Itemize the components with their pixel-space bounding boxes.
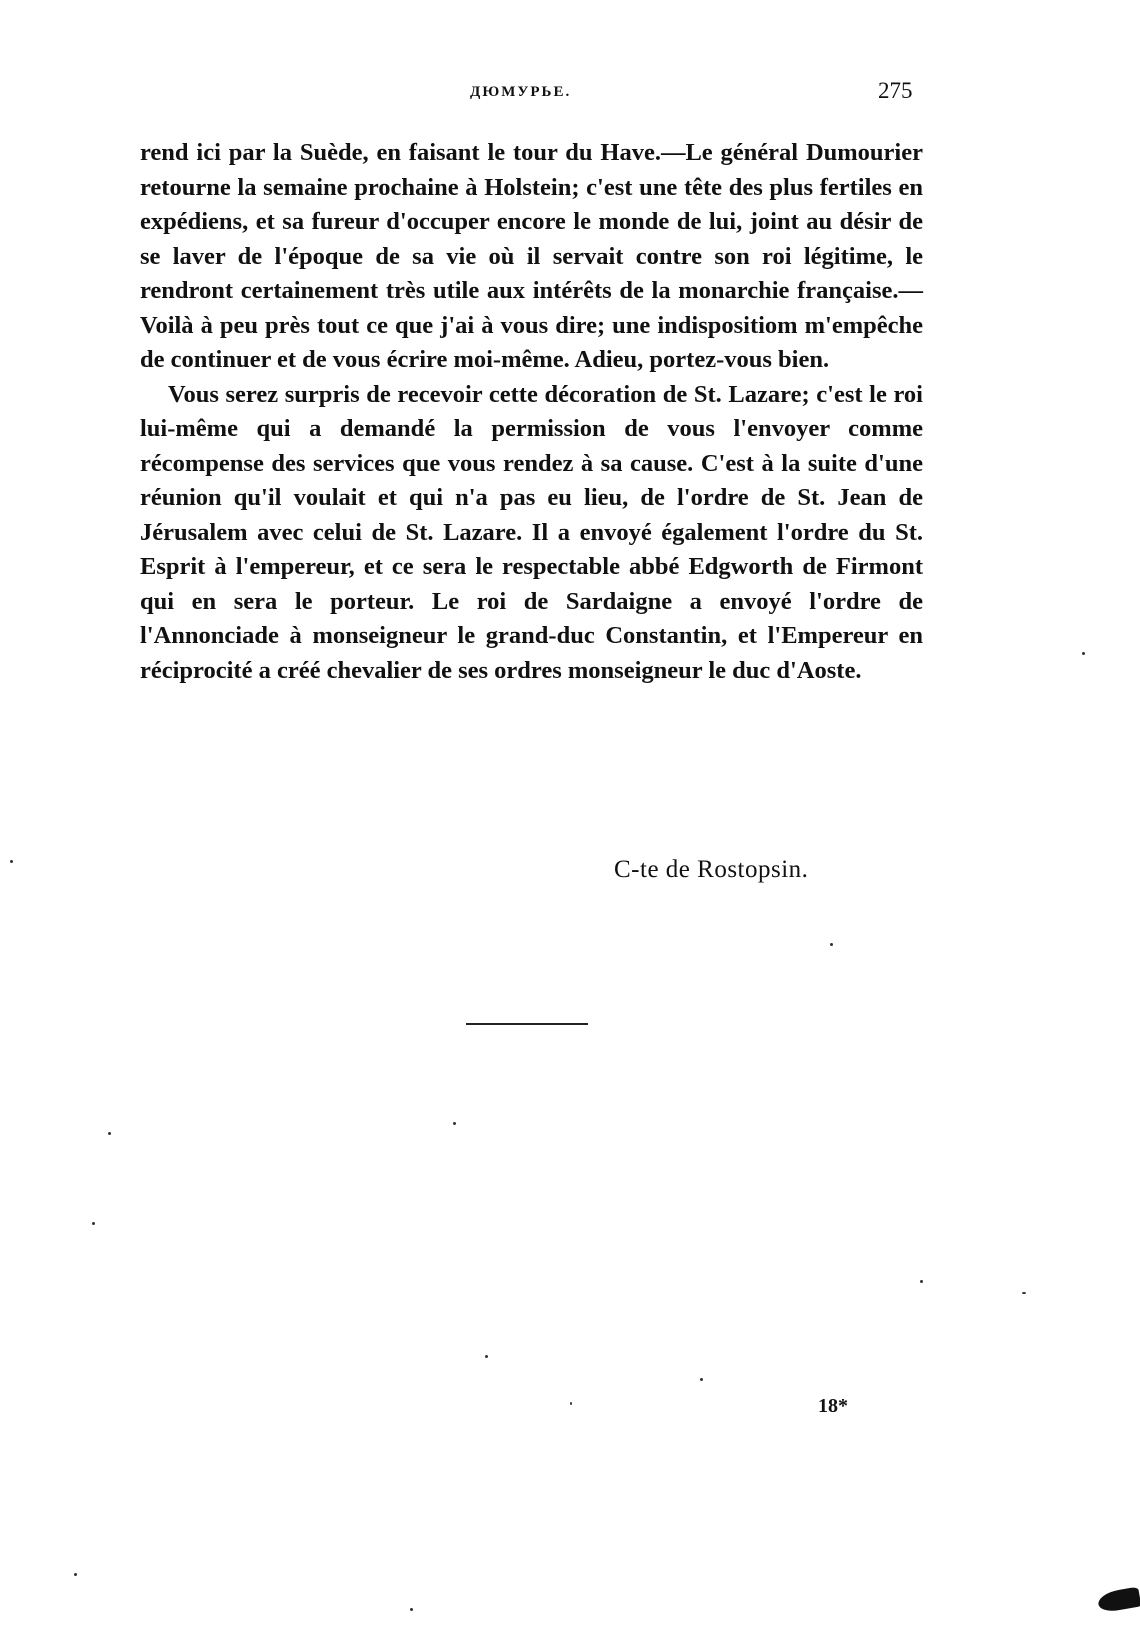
scan-speck <box>920 1280 923 1283</box>
scan-speck <box>1082 652 1085 655</box>
scan-ink-blot <box>1097 1587 1140 1614</box>
scan-speck <box>700 1378 703 1381</box>
scan-speck <box>830 943 833 946</box>
page-number: 275 <box>878 78 913 103</box>
running-header <box>0 78 1140 108</box>
scan-speck <box>10 860 13 863</box>
scan-speck <box>453 1122 456 1125</box>
scan-speck <box>485 1355 488 1358</box>
scan-speck <box>74 1573 77 1576</box>
scan-speck <box>92 1222 95 1225</box>
signature: C-te de Rostopsin. <box>614 856 809 883</box>
scan-speck <box>1022 1292 1026 1294</box>
paragraph-2: Vous serez surpris de recevoir cette décoration de St. Lazare; c'est le roi lui-même qui a demandé la permission de vous l'envoyer comme récompense des services que vous rendez à sa cause. C'est à la suite d'une réunion qu'il voulait et qui n'a pas eu lieu, de l'ordre de St. Jean de Jérusalem avec celui de St. Lazare. Il a envoyé également l'ordre du St. Esprit à l'empereur, et ce sera le respectable abbé Edgworth de Firmont qui en sera le porteur. Le roi de Sardaigne a envoyé l'ordre de l'Annonciade à monseigneur le grand-duc Constantin, et l'Empereur en réciprocité a créé chevalier de ses ordres monseigneur le duc d'Aoste. <box>140 380 923 684</box>
letter-body <box>140 136 923 688</box>
section-end-rule <box>466 1023 588 1025</box>
scan-speck <box>570 1402 572 1405</box>
scan-speck <box>410 1608 413 1611</box>
printer-signature-mark: 18* <box>818 1395 848 1417</box>
running-title: ДЮМУРЬЕ. <box>470 84 572 100</box>
paragraph-1: rend ici par la Suède, en faisant le tour du Have.—Le général Dumourier retourne la semaine prochaine à Holstein; c'est une tête des plus fertiles en expédiens, et sa fureur d'occuper encore le monde de lui, joint au désir de se laver de l'époque de sa vie où il servait contre son roi légitime, le rendront certainement très utile aux intérêts de la monarchie française.—Voilà à peu près tout ce que j'ai à vous dire; une indispositiom m'empêche de continuer et de vous écrire moi-même. Adieu, portez-vous bien. <box>140 139 923 373</box>
scan-speck <box>108 1132 111 1135</box>
